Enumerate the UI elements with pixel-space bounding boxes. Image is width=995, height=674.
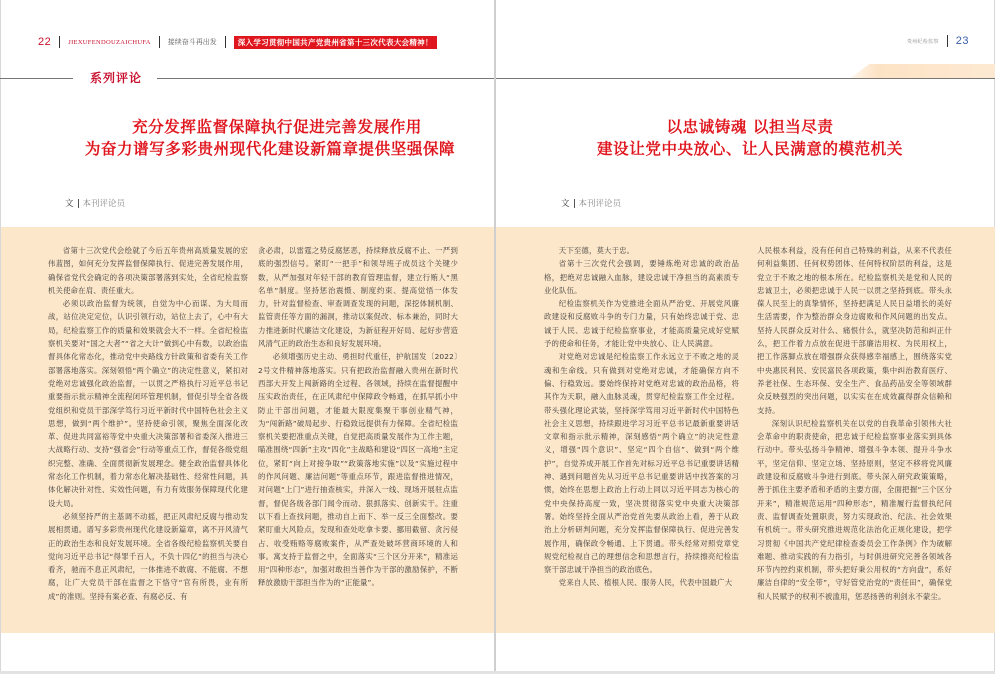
byline-divider [78, 199, 79, 208]
paragraph: 省第十三次党代会绘就了今后五年贵州高质量发展的宏伟蓝图，如何充分发挥监督保障执行、促进完善发展作用，确保省党代会确定的各项决策部署落到实处，全省纪检监察机关使命在肩、责任重大。 [48, 246, 248, 295]
title-line-1: 充分发挥监督保障执行促进完善发展作用 [132, 118, 422, 136]
paragraph: 对党绝对忠诚是纪检监察工作永远立于不败之地的灵魂和生命线。只有做到对党绝对忠诚，才能确保方向不偏、行稳致远。要始终保持对党绝对忠诚的政治品格，将其作为天职，融入血脉灵魂，贯穿纪检监察工作全过程。带头强化理论武装，坚持深学笃用习近平新时代中国特色社会主义思想，持续跟进学习习近平总书记最新重要讲话文章和指示批示精神，深刻感悟“两个确立”的决定性意义，增强“四个意识”、坚定“四个自信”、做到“两个维护”，自觉养成开展工作首先对标习近平总书记重要讲话精神、遇到问题首先从习近平总书记重要讲话中找答案的习惯，始终在思想上政治上行动上同以习近平同志为核心的党中央保持高度一致，坚决贯彻落实党中央重大决策部署。始终坚持全面从严治党首先要从政治上看，善于从政治上分析研判问题，充分发挥监督保障执行、促进完善发展作用，确保政令畅通、上下贯通。带头经常对照党章党规党纪检视自己的理想信念和思想言行，持续擦亮纪检监察干部忠诚干净担当的政治底色。 [544, 352, 739, 575]
paragraph: 纪检监察机关作为党推进全面从严治党、开展党风廉政建设和反腐败斗争的专门力量，只有始终忠诚于党、忠诚于人民、忠诚于纪检监察事业，才能高质量完成好党赋予的使命和任务，才能让党中央放心、让人民满意。 [544, 299, 739, 349]
paragraph: 党来自人民、植根人民、服务人民，代表中国最广大 [558, 578, 733, 588]
section-rule [496, 78, 995, 79]
byline-prefix: 文 [561, 199, 570, 209]
left-page-number: 22 [38, 36, 52, 48]
magazine-pinyin: JIEXUFENDOUZAICHUFA [68, 38, 151, 46]
header-divider [59, 36, 60, 48]
left-article-title [60, 116, 480, 160]
left-page-header [38, 35, 437, 49]
paragraph: 深刻认识纪检监察机关在以党的自我革命引领伟大社会革命中的职责使命，把忠诚于纪检监察事业落实到具体行动中。带头弘扬斗争精神、增强斗争本领、提升斗争水平，坚定信仰、坚定立场、坚持原则，坚定不移将党风廉政建设和反腐败斗争进行到底。带头深入研究政策策略，善于抓住主要矛盾和矛盾的主要方面，全面把握“三个区分开来”，精准规范运用“四种形态”，精准履行监督执纪问责、监督调查处置职责，努力实现政治、纪法、社会效果有机统一。带头研究推进规范化法治化正规化建设，把学习贯彻《中国共产党纪律检查委员会工作条例》作为破解难题、推动实践的有力指引，与时俱进研究完善各领域各环节内控约束机制，带头把好秉公用权的“方向盘”，系好廉洁自律的“安全带”，守好管党治党的“责任田”，确保党和人民赋予的权利不被滥用，惩恶扬善的利剑永不蒙尘。 [757, 418, 952, 601]
theme-banner: 深入学习贯彻中国共产党贵州省第十三次代表大会精神！ [234, 36, 437, 49]
title-line-2: 建设让党中央放心、让人民满意的模范机关 [597, 140, 903, 158]
left-article-column-2 [258, 244, 458, 590]
section-rule [157, 78, 494, 79]
paragraph: 省第十三次党代会强调，要锤炼绝对忠诚的政治品格，把绝对忠诚融入血脉，建设忠诚干净担当的高素质专业化队伍。 [544, 259, 739, 295]
paragraph: 贪必肃，以雷霆之势反腐惩恶，持续释放反腐不止、一严到底的强烈信号。紧盯“一把手”和领导班子成员这个关键少数，从严加强对年轻干部的教育管理监督，建立行贿人“黑名单”制度。坚持惩治震慑、制度约束、提高觉悟一体发力，针对监督检查、审查调查发现的问题，深挖体制机制、监管责任等方面的漏洞，推动以案促改、标本兼治，同时大力推进新时代廉洁文化建设，为新征程开好局、起好步营造风清气正的政治生态和良好发展环境。 [258, 246, 458, 349]
byline-author: 本刊评论员 [578, 199, 622, 209]
magazine-name: 贵州纪检监察 [906, 38, 939, 45]
magazine-column-name: 接续奋斗再出发 [167, 38, 217, 46]
section-label: 系列评论 [90, 71, 143, 85]
right-article-title [560, 116, 940, 160]
left-article-column-1 [48, 244, 248, 603]
section-rule [0, 78, 73, 79]
paragraph: 必须坚持严的主基调不动摇，把正风肃纪反腐与推动发展相贯通。谱写多彩贵州现代化建设新篇章，离不开风清气正的政治生态和良好发展环境。全省各级纪检监察机关要自觉向习近平总书记“得罪千百人，不负十四亿”的担当与决心看齐，驰而不息正风肃纪，一体推进不敢腐、不能腐、不想腐，让广大党员干部在监督之下恪守“官有所畏，业有所成”的准则。坚持有案必查、有腐必反、有 [48, 511, 248, 601]
byline-prefix: 文 [65, 199, 74, 209]
right-byline [561, 197, 621, 209]
paragraph: 必须增强历史主动、勇担时代重任，护航国发〔2022〕2号文件精神落地落实。只有把政治监督融入贵州在新时代西部大开发上闯新路的全过程、各领域，持续在监督提醒中压实政治责任，在正风肃纪中保障政令畅通，在抓早抓小中防止干部出问题，才能最大限度集聚干事创业精气神，为“闯新路”破局起步、行稳致远提供有力保障。全省纪检监察机关要把准重点关键，自觉把高质量发展作为工作主题，瞄准围绕“四新”主攻“四化”主战略和建设“四区一高地”主定位，紧盯“向上对接争取”“政策落地实施”以及“实施过程中的作风问题、廉洁问题”等重点环节，跟进监督推进情况，对问题“上门”进行抽查核实，并深入一线、现场开展驻点监督，督促各级各部门闻令而动、狠抓落实、创新实干。注重以下看上查找问题，推动自上而下、举一反三全面整改。要紧盯重大风险点，发现和查处吃拿卡要、挪用截留、贪污侵占、收受贿赂等腐败案件，从严查处破坏营商环境的人和事。寓支持于监督之中，全面落实“三个区分开来”，精准运用“四种形态”，加强对敢担当善作为干部的激励保护，不断释放激励干部担当作为的“正能量”。 [258, 352, 458, 588]
byline-author: 本刊评论员 [82, 199, 126, 209]
right-article-column-1 [544, 244, 739, 590]
paragraph: 人民根本利益，没有任何自己特殊的利益，从来不代表任何利益集团、任何权势团体、任何特权阶层的利益，这是党立于不败之地的根本所在。纪检监察机关是党和人民的忠诚卫士，必须把忠诚于人民一以贯之坚持到底。带头永葆人民至上的真挚情怀，坚持把满足人民日益增长的美好生活需要，作为整治群众身边腐败和作风问题的出发点。坚持人民群众反对什么、痛恨什么，就坚决防范和纠正什么，把工作着力点放在促进干部廉洁用权、为民用权上，把工作落脚点放在增强群众获得感幸福感上，围绕落实党中央惠民利民、安民富民各项政策，集中纠治教育医疗、养老社保、生态环保、安全生产、食品药品安全等领域群众反映强烈的突出问题，以实实在在成效赢得群众信赖和支持。 [757, 246, 952, 415]
left-byline [65, 197, 125, 209]
right-page-header [907, 33, 969, 49]
title-line-1: 以忠诚铸魂 以担当尽责 [666, 118, 834, 136]
paragraph: 必须以政治监督为统领，自觉为中心而谋、为大局而战，站位决定定位，认识引领行动，站位上去了，心中有大局，纪检监察工作的质量和效果就会大不一样。全省纪检监察机关要对“国之大者”“省之大计”做到心中有数，以政治监督具体化常态化，推动党中央路线方针政策和省委有关工作部署落地落实。深刻领悟“两个确立”的决定性意义，紧扣对党绝对忠诚强化政治监督，一以贯之严格执行习近平总书记重要指示批示精神全流程闭环管理机制，督促引导全省各级党组织和党员干部深学笃行习近平新时代中国特色社会主义思想，做到“两个维护”。坚持使命引领，聚焦全面深化改革、促进共同富裕等党中央重大决策部署和省委深入推进三大战略行动、支持“强省会”行动等重点工作，督促各级党组织完整、准确、全面贯彻新发展理念。健全政治监督具体化常态化工作机制，着力常态化解决基础性、经常性问题，具体化解决针对性、实效性问题，有力有效服务保障现代化建设大局。 [48, 299, 248, 508]
header-divider [947, 35, 948, 47]
right-page-number: 23 [955, 35, 969, 47]
header-divider [159, 36, 160, 48]
header-divider [225, 36, 226, 48]
right-article-column-2 [757, 244, 952, 603]
paragraph: 天下至德，莫大于忠。 [558, 246, 635, 255]
byline-divider [574, 199, 575, 208]
title-line-2: 为奋力谱写多彩贵州现代化建设新篇章提供坚强保障 [84, 140, 456, 158]
